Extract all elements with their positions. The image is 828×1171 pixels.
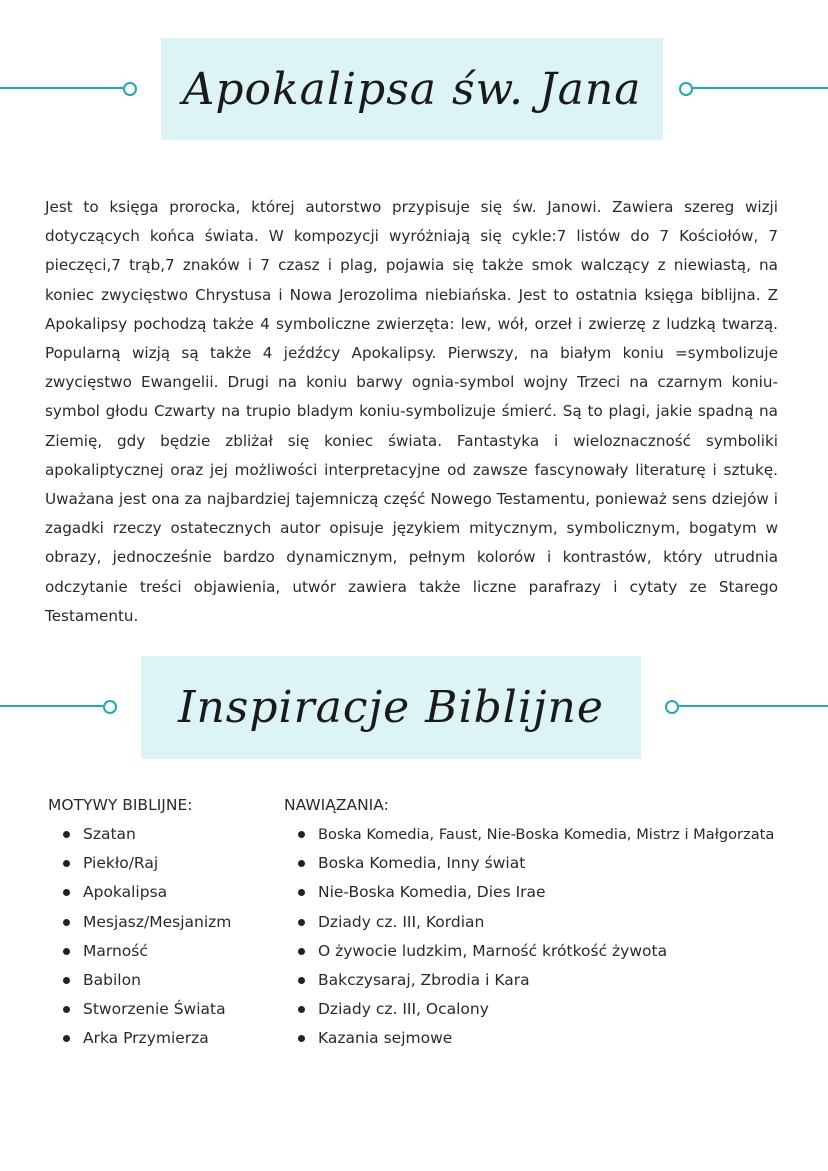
list-item: Arka Przymierza: [83, 1024, 268, 1053]
bullet-icon: [298, 977, 305, 984]
bullet-icon: [298, 831, 305, 838]
right-decorative-dot-1: [679, 82, 693, 96]
references-heading: NAWIĄZANIA:: [284, 796, 389, 814]
bullet-icon: [63, 860, 70, 867]
references-column: [284, 795, 824, 1054]
right-decorative-dot-2: [665, 700, 679, 714]
left-decorative-line-2: [0, 705, 103, 707]
references-list: [284, 820, 824, 1054]
list-item: Piekło/Raj: [83, 849, 268, 878]
list-item: Apokalipsa: [83, 878, 268, 907]
list-item: Boska Komedia, Faust, Nie-Boska Komedia, Mistrz i Małgorzata: [318, 820, 824, 849]
title-banner-1: [161, 38, 663, 140]
motifs-column: [48, 795, 268, 1054]
section-title: Inspiracje Biblijne: [178, 682, 604, 733]
bullet-icon: [298, 1035, 305, 1042]
left-decorative-line-1: [0, 87, 123, 89]
right-decorative-line-1: [693, 87, 828, 89]
bullet-icon: [298, 889, 305, 896]
bullet-icon: [63, 919, 70, 926]
bullet-icon: [63, 948, 70, 955]
motifs-list: [48, 820, 268, 1054]
left-decorative-dot-1: [123, 82, 137, 96]
bullet-icon: [63, 889, 70, 896]
right-decorative-line-2: [679, 705, 828, 707]
list-item: Dziady cz. III, Ocalony: [318, 995, 824, 1024]
list-item: Marność: [83, 937, 268, 966]
list-item: Mesjasz/Mesjanizm: [83, 908, 268, 937]
bullet-icon: [63, 831, 70, 838]
bullet-icon: [298, 860, 305, 867]
left-decorative-dot-2: [103, 700, 117, 714]
motifs-heading: MOTYWY BIBLIJNE:: [48, 796, 193, 814]
list-item: Nie-Boska Komedia, Dies Irae: [318, 878, 824, 907]
title-banner-2: [141, 656, 641, 759]
bullet-icon: [298, 1006, 305, 1013]
list-item: Bakczysaraj, Zbrodia i Kara: [318, 966, 824, 995]
bullet-icon: [63, 1035, 70, 1042]
bullet-icon: [298, 948, 305, 955]
list-item: Babilon: [83, 966, 268, 995]
list-item: Szatan: [83, 820, 268, 849]
list-item: Dziady cz. III, Kordian: [318, 908, 824, 937]
list-item: Kazania sejmowe: [318, 1024, 824, 1053]
bullet-icon: [63, 1006, 70, 1013]
list-item: Stworzenie Świata: [83, 995, 268, 1024]
page-title: Apokalipsa św. Jana: [182, 63, 642, 115]
bullet-icon: [63, 977, 70, 984]
body-paragraph: Jest to księga prorocka, której autorstwo przypisuje się św. Janowi. Zawiera szereg wizji dotyczących końca świata. W kompozycji wyróżniają się cykle:7 listów do 7 Kościołów, 7 pieczęci,7 trąb,7 znaków i 7 czasz i plag, pojawia się także smok walczący z niewiastą, na koniec zwycięstwo Chrystusa i Nowa Jerozolima niebiańska. Jest to ostatnia księga biblijna. Z Apokalipsy pochodzą także 4 symboliczne zwierzęta: lew, wół, orzeł i zwierzę z ludzką twarzą. Popularną wizją są także 4 jeźdźcy Apokalipsy. Pierwszy, na białym koniu =symbolizuje zwycięstwo Ewangelii. Drugi na koniu barwy ognia-symbol wojny Trzeci na czarnym koniu-symbol głodu Czwarty na trupio bladym koniu-symbolizuje śmierć. Są to plagi, jakie spadną na Ziemię, gdy będzie zbliżał się koniec świata. Fantastyka i wieloznaczność symboliki apokaliptycznej oraz jej możliwości interpretacyjne od zawsze fascynowały literaturę i sztukę. Uważana jest ona za najbardziej tajemniczą część Nowego Testamentu, ponieważ sens dziejów i zagadki rzeczy ostatecznych autor opisuje językiem mitycznym, symbolicznym, bogatym w obrazy, jednocześnie bardzo dynamicznym, pełnym kolorów i kontrastów, który utrudnia odczytanie treści objawienia, utwór zawiera także liczne parafrazy i cytaty ze Starego Testamentu.: [45, 198, 778, 625]
bullet-icon: [298, 919, 305, 926]
list-item: Boska Komedia, Inny świat: [318, 849, 824, 878]
list-item: O żywocie ludzkim, Marność krótkość żywota: [318, 937, 824, 966]
